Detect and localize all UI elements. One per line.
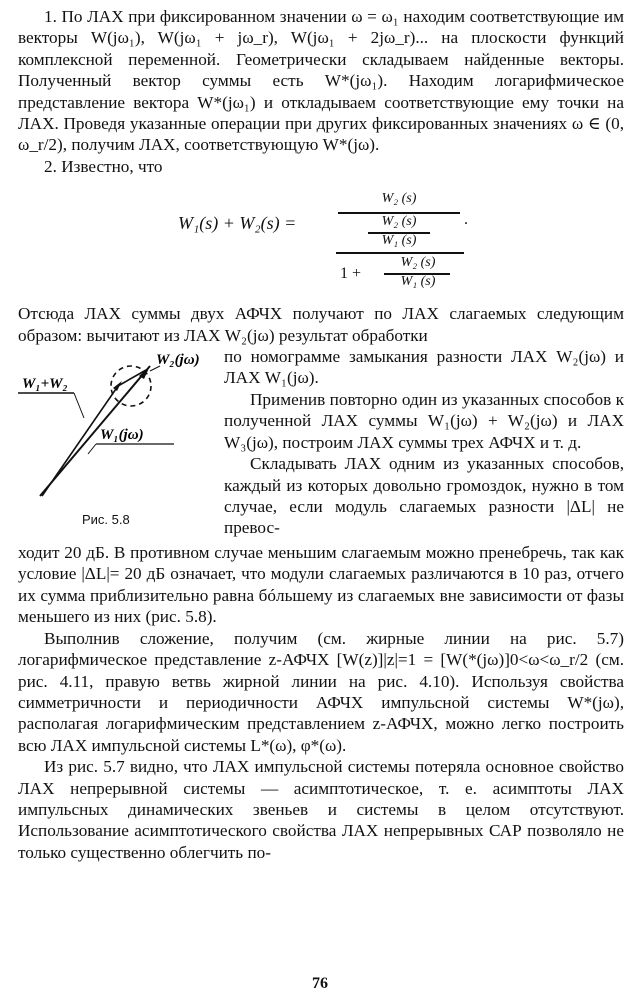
figure-side-text	[224, 346, 624, 539]
denominator-bar	[336, 252, 464, 253]
formula-den-top: W₂ (s)	[381, 214, 417, 230]
label-sum: W₁+W₂	[22, 376, 68, 393]
formula-sum	[18, 185, 624, 293]
label-w2: W₂(jω)	[156, 352, 200, 369]
formula-numerator: W₂ (s)	[381, 191, 417, 207]
figure-5-8	[18, 346, 230, 542]
paragraph-1: 1. По ЛАХ при фиксированном значении ω = ω₁ находим соответствующие им векторы W(jω₁), W(jω₁ + jω_r), W(jω₁ + 2jω_r)... на плоскости функций комплексной переменной. Геометрически складываем найденные векторы. Полученный вектор суммы есть W*(jω₁). Находим логарифмическое представление вектора W*(jω₁) и откладываем соответствующие ему точки на ЛАХ. Проведя указанные операции при других фиксированных значениях ω ∈ (0, ω_r/2), получим ЛАХ, соответствующую W*(jω).	[18, 7, 624, 155]
formula-den-num: W₂ (s)	[400, 255, 436, 271]
page-number: 76	[312, 975, 328, 992]
sum-label-leader	[74, 393, 84, 418]
label-w1: W₁(jω)	[100, 427, 144, 444]
w1-vector-arrowhead	[113, 381, 122, 391]
figure-caption: Рис. 5.8	[82, 512, 130, 528]
paragraph-7: Из рис. 5.7 видно, что ЛАХ импульсной системы потеряла основное свойство ЛАХ непрерывной системы — асимптотическое, т. е. асимптоты ЛАХ импульсных динамических звеньев и системы в целом отсутствуют. Использование асимптотического свойства ЛАХ непрерывных САР позволяло не только существенно облегчить по-	[18, 757, 624, 862]
paragraph-4: Применив повторно один из указанных способов к полученной ЛАХ суммы W₁(jω) + W₂(jω) и ЛАХ W₃(jω), построим ЛАХ суммы трех АФЧХ и т. д.	[224, 389, 624, 452]
page-body	[18, 6, 624, 863]
paragraph-2: 2. Известно, что	[44, 156, 163, 176]
paragraph-3: Отсюда ЛАХ суммы двух АФЧХ получают по ЛАХ слагаемых следующим образом: вычитают из ЛАХ W₂(jω) результат обработки	[18, 304, 624, 345]
w2-vector-line	[118, 370, 146, 386]
paragraph-3-side: по номограмме замыкания разности ЛАХ W₂(jω) и ЛАХ W₁(jω).	[224, 347, 624, 388]
formula-lhs: W₁(s) + W₂(s) =	[178, 213, 297, 234]
paragraph-5: ходит 20 дБ. В противном случае меньшим слагаемым можно пренебречь, так как условие |ΔL|= 20 дБ означает, что модули слагаемых различаются в 10 раз, отчего их сумма приблизительно равна бóльшему из слагаемых вне зависимости от фазы меньшего из них (рис. 5.8).	[18, 543, 624, 627]
formula-den-mid: W₁ (s)	[381, 233, 417, 249]
w1-label-leader	[88, 444, 96, 454]
formula-den-den: W₁ (s)	[400, 274, 436, 290]
formula-period: .	[464, 211, 468, 229]
figure-wrap	[18, 346, 624, 542]
paragraph-5-side: Складывать ЛАХ одним из указанных способов, каждый из которых довольно громоздок, нужно в том случае, если модуль слагаемых разности |ΔL| не превос-	[224, 454, 624, 538]
paragraph-6: Выполнив сложение, получим (см. жирные линии на рис. 5.7) логарифмическое представление z-АФЧХ [W(z)]|z|=1 = [W(*(jω)]0<ω<ω_r/2 (см. рис. 4.11, правую ветвь жирной линии на рис. 4.10). Используя свойства симметричности и периодичности АФЧХ импульсной системы W*(jω), располагая логарифмическим представлением z-АФЧХ, можно легко построить всю ЛАХ импульсной системы L*(ω), φ*(ω).	[18, 628, 624, 755]
formula-one-plus: 1 +	[340, 265, 362, 283]
